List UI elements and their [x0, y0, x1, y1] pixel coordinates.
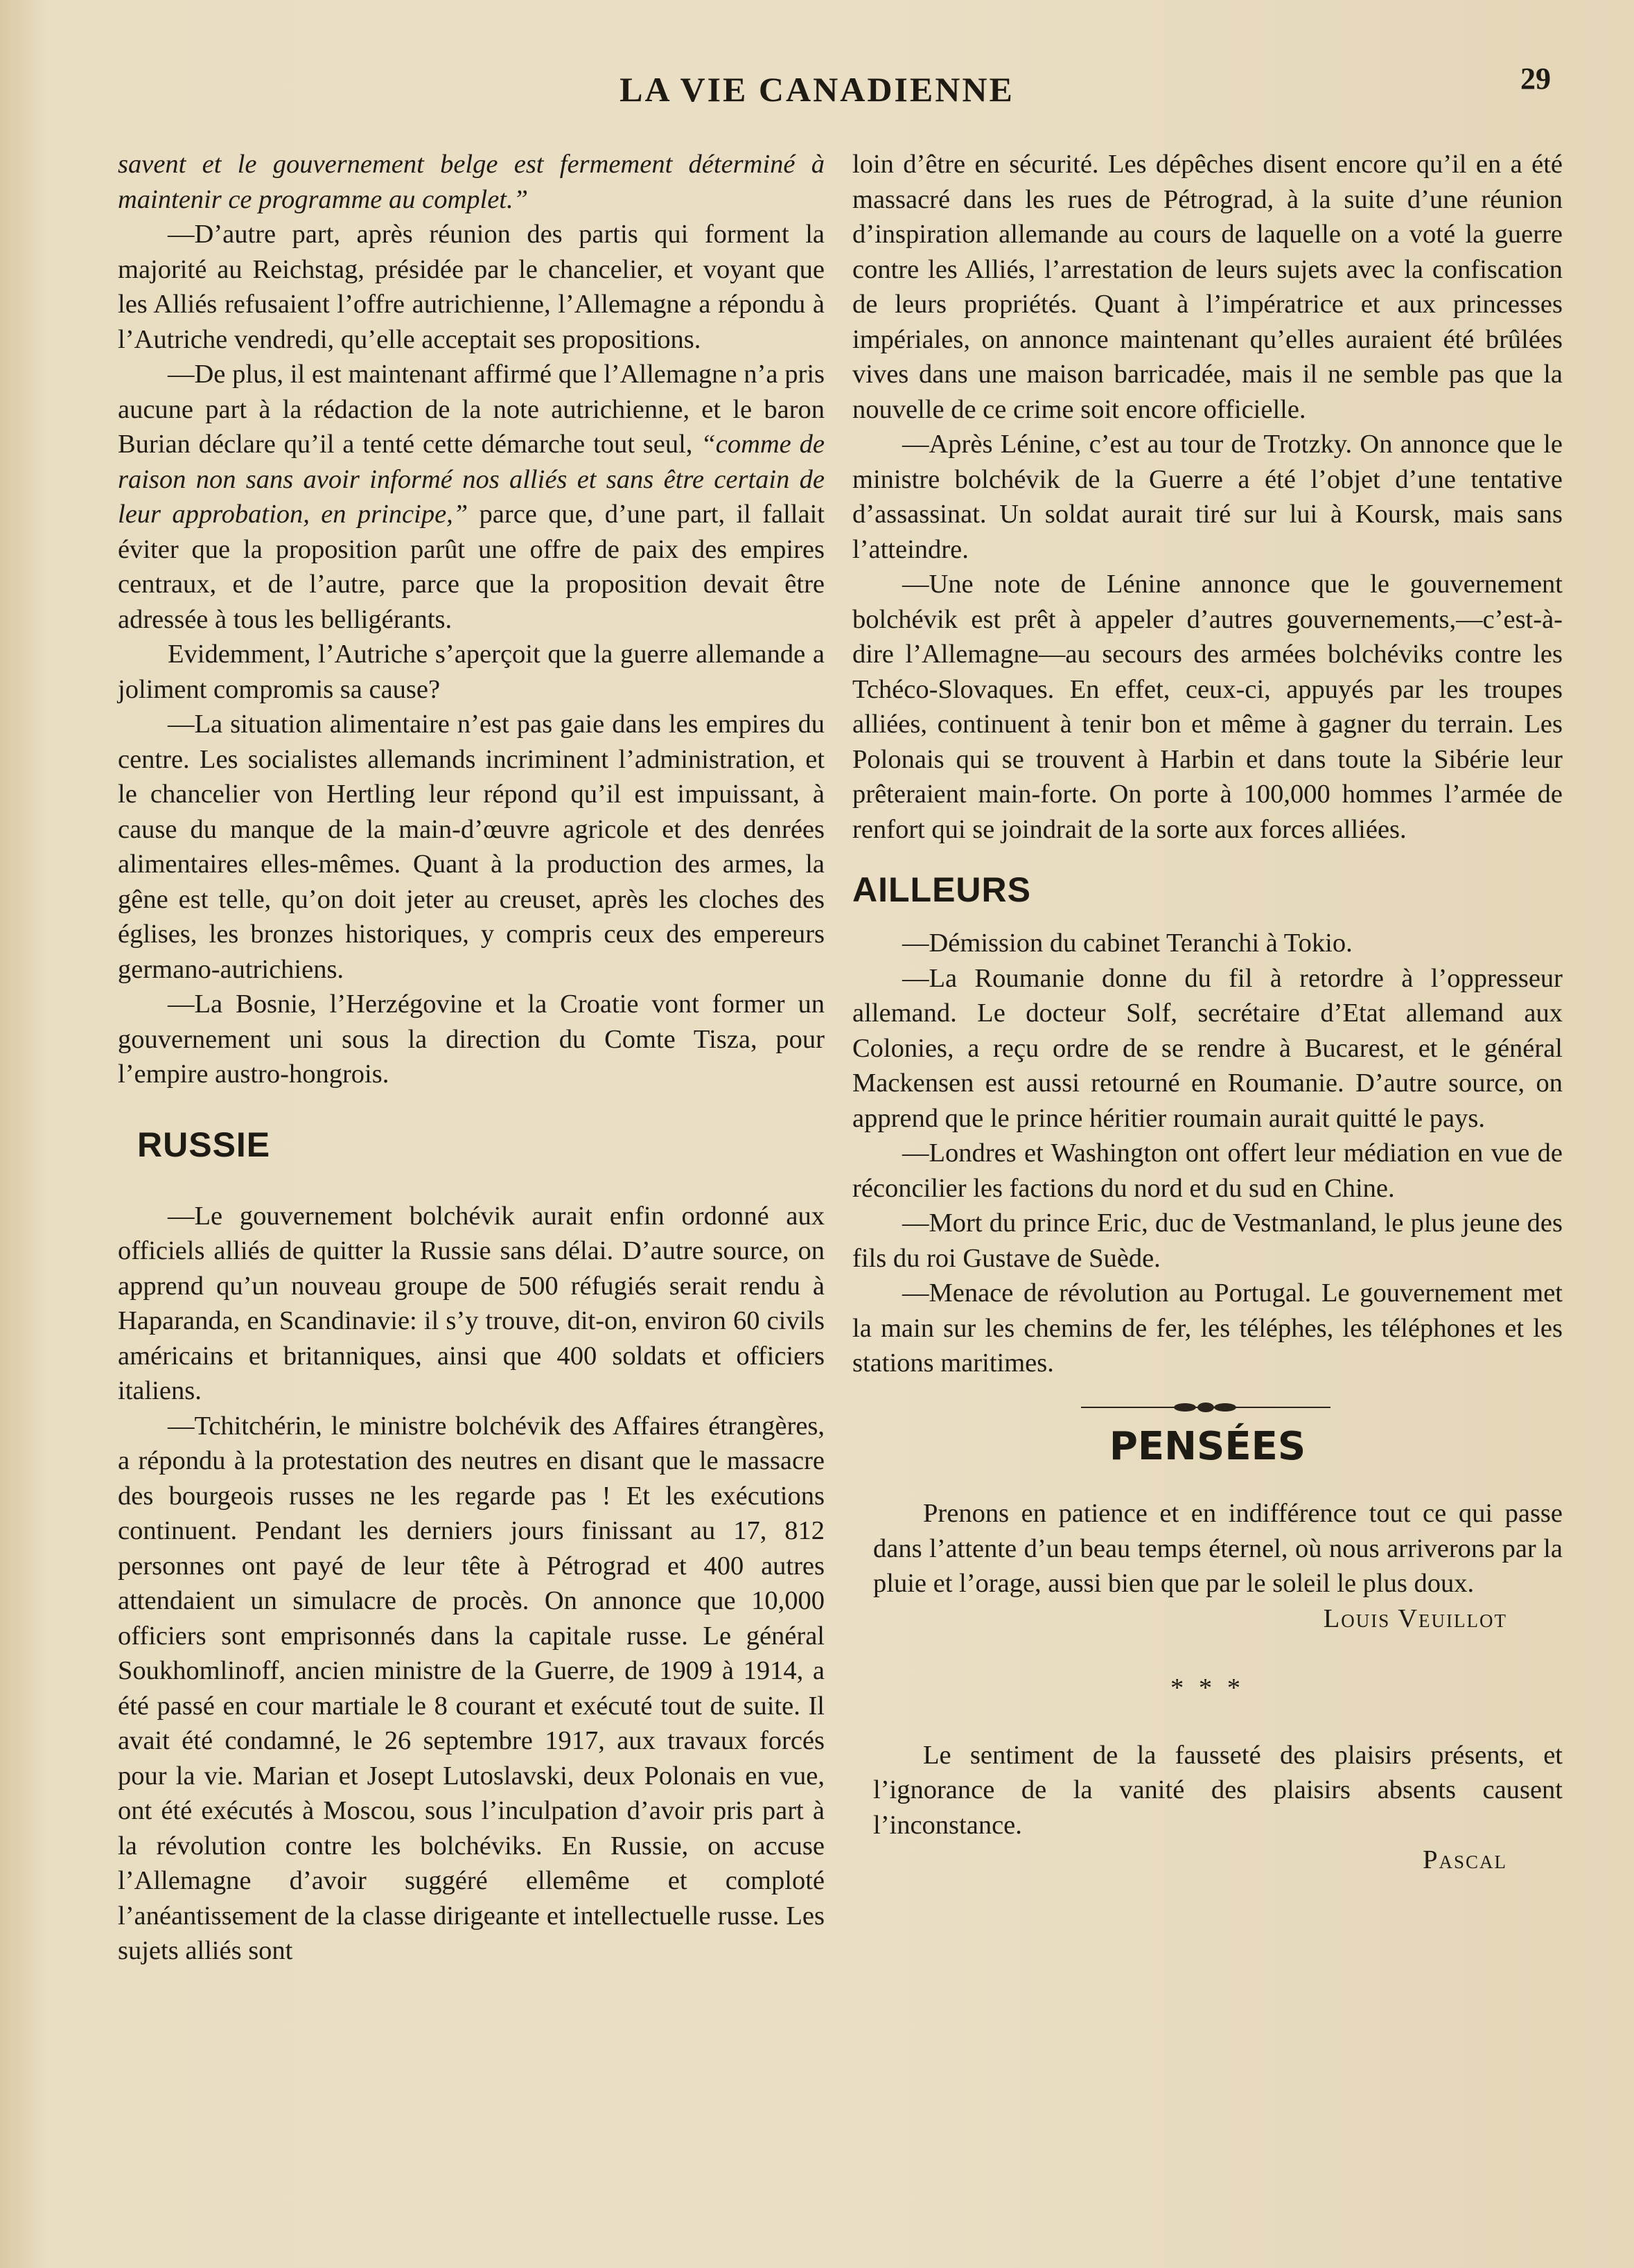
paragraph: —Mort du prince Eric, duc de Vestmanland, le plus jeune des fils du roi Gustave de Suède. [852, 1208, 1563, 1273]
paragraph: —Tchitchérin, le ministre bolchévik des Affaires étrangères, a répondu à la protestation des neutres en disant que le massacre des bourgeois russes ne les regarde pas ! Et les exécutions continuent. Pendant les derniers jours finissant au 17, 812 personnes ont payé de leur tête à Pétrograd et 400 autres attendaient un simulacre de procès. On annonce que 10,000 officiers sont emprisonnés dans la capitale russe. Le général Soukhomlinoff, ancien ministre de la Guerre, de 1909 à 1914, a été passé en cour martiale le 8 courant et exécuté tout de suite. Il avait été condamné, le 26 septembre 1917, aux travaux forcés pour la vie. Marian et Josept Lutoslavski, deux Polonais en vue, ont été exécutés à Moscou, sous l’inculpation d’avoir pris part à la révolution contre les bolchéviks. En Russie, on accuse l’Allemagne d’avoir suggéré ellemême et comploté l’anéantissement de la classe dirigeante et intellectuelle russe. Les sujets alliés sont [118, 1411, 825, 1965]
quote-author: Pascal [1423, 1845, 1507, 1874]
paragraph: —Menace de révolution au Portugal. Le gouvernement met la main sur les chemins de fer, les téléphes, les téléphones et les stations maritimes. [852, 1278, 1563, 1378]
text-run: parce que, d’une part, il fallait éviter que la proposition parût une offre de paix des empires centraux, et de l’autre, parce que la proposition devait être adressée à tous les belligérants. [118, 500, 825, 634]
section-heading-pensees: PENSÉES [1109, 1423, 1306, 1469]
running-head: LA VIE CANADIENNE [620, 70, 1014, 109]
paragraph: Evidemment, l’Autriche s’aperçoit que la guerre allemande a joliment compromis sa cause? [118, 640, 825, 704]
right-column [852, 147, 1563, 1878]
text-run: —De plus, il est maintenant affirmé que l’Allemagne n’a pris aucune part à la rédaction de la note autrichienne, et le baron Burian déclare qu’il a tenté cette démarche tout seul, [118, 360, 825, 459]
paragraph: savent et le gouvernement belge est fermement déterminé à maintenir ce programme au complet.” [118, 150, 825, 214]
quote-author: Louis Veuillot [1323, 1603, 1507, 1633]
paragraph [118, 357, 825, 637]
paragraph: loin d’être en sécurité. Les dépêches disent encore qu’il en a été massacré dans les rues de Pétrograd, à la suite d’une réunion d’inspiration allemande au cours de laquelle on a voté la guerre contre les Alliés, l’arrestation de leurs sujets avec la confiscation de leurs propriétés. Quant à l’impératrice et aux princesses impériales, on annonce maintenant qu’elles auraient été brûlées vives dans une maison barricadée, mais il ne semble pas que la nouvelle de ce crime soit encore officielle. [852, 150, 1563, 424]
asterism: * * * [1170, 1673, 1245, 1703]
paragraph: —Le gouvernement bolchévik aurait enfin ordonné aux officiels alliés de quitter la Russie sans délai. D’autre source, on apprend qu’un nouveau groupe de 500 réfugiés serait rendu à Haparanda, en Scandinavie: il s’y trouve, dit-on, environ 60 civils américains et britanniques, ainsi que 400 soldats et officiers italiens. [118, 1201, 825, 1405]
paragraph: —Démission du cabinet Teranchi à Tokio. [902, 929, 1353, 958]
paragraph: —D’autre part, après réunion des partis qui forment la majorité au Reichstag, présidée par le chancelier, et voyant que les Alliés refusaient l’offre autrichienne, l’Allemagne a répondu à l’Autriche vendredi, qu’elle acceptait ses propositions. [118, 220, 825, 354]
section-heading-ailleurs: AILLEURS [852, 870, 1031, 909]
paragraph: —La Bosnie, l’Herzégovine et la Croatie vont former un gouvernement uni sous la direction du Comte Tisza, pour l’empire austro-hongrois. [118, 990, 825, 1089]
quote: Le sentiment de la fausseté des plaisirs présents, et l’ignorance de la vanité des plaisirs absents causent l’inconstance. [873, 1740, 1563, 1840]
ornament-divider [1081, 1399, 1330, 1416]
quote-run: “comme de raison non sans avoir informé nos alliés et sans être certain de leur approbation, en principe,” [118, 430, 825, 529]
paragraph: —Une note de Lénine annonce que le gouvernement bolchévik est prêt à appeler d’autres gouvernements,—c’est-à-dire l’Allemagne—au secours des armées bolchéviks contre les Tchéco-Slovaques. En effet, ceux-ci, appuyés par les troupes alliées, continuent à tenir bon et même à gagner du terrain. Les Polonais qui se trouvent à Harbin et dans toute la Sibérie leur prêteraient main-forte. On porte à 100,000 hommes l’armée de renfort qui se joindrait de la sorte aux forces alliées. [852, 570, 1563, 844]
page-number: 29 [1520, 62, 1551, 96]
paragraph: —Après Lénine, c’est au tour de Trotzky. On annonce que le ministre bolchévik de la Guerre a été l’objet d’une tentative d’assassinat. Un soldat aurait tiré sur lui à Koursk, mais sans l’atteindre. [852, 430, 1563, 564]
paragraph: —La Roumanie donne du fil à retordre à l’oppresseur allemand. Le docteur Solf, secrétaire d’Etat allemand aux Colonies, a reçu ordre de se rendre à Bucarest, et le général Mackensen est aussi retourné en Roumanie. D’autre source, on apprend que le prince héritier roumain aurait quitté le pays. [852, 963, 1563, 1133]
quote: Prenons en patience et en indifférence tout ce qui passe dans l’attente d’un beau temps éternel, où nous arriverons par la pluie et l’orage, aussi bien que par le soleil le plus doux. [873, 1499, 1563, 1598]
paragraph: —La situation alimentaire n’est pas gaie dans les empires du centre. Les socialistes allemands incriminent l’administration, et le chancelier von Hertling leur répond qu’il est impuissant, à cause du manque de la main-d’œuvre agricole et des denrées alimentaires elles-mêmes. Quant à la production des armes, la gêne est telle, qu’on doit jeter au creuset, après les cloches des églises, les bronzes historiques, y compris ceux des empereurs germano-autrichiens. [118, 710, 825, 984]
paragraph: —Londres et Washington ont offert leur médiation en vue de réconcilier les factions du nord et du sud en Chine. [852, 1139, 1563, 1203]
left-column [118, 147, 825, 1969]
section-heading-russie: RUSSIE [137, 1125, 271, 1164]
